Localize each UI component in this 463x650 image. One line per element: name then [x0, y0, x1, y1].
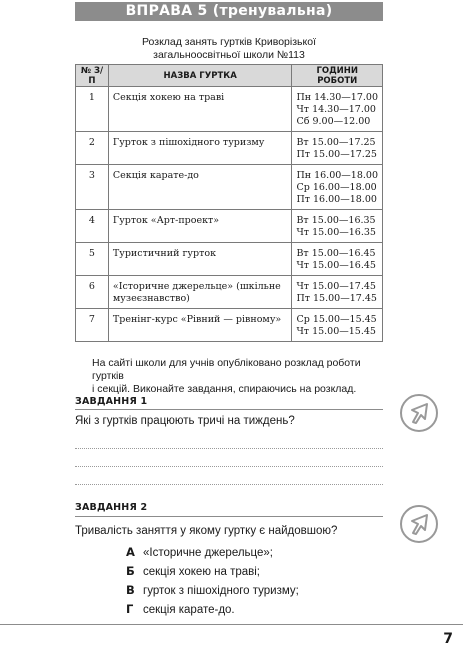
- table-row: [76, 210, 383, 243]
- club-name: Туристичний гурток: [108, 243, 292, 276]
- task-2-heading: ЗАВДАННЯ 2: [75, 502, 148, 513]
- intro-line-2: і секцій. Виконайте завдання, спираючись на розклад.: [92, 383, 357, 395]
- hours-line: Вт 15.00—16.45: [296, 248, 376, 259]
- intro-text: [92, 357, 384, 396]
- answer-option-b[interactable]: [126, 564, 260, 578]
- answer-option-h[interactable]: [126, 602, 235, 616]
- row-number: 6: [76, 276, 109, 309]
- option-letter: А: [126, 545, 135, 559]
- column-header-number: № З/П: [76, 65, 109, 87]
- task-1-heading: ЗАВДАННЯ 1: [75, 396, 148, 407]
- club-name: Гурток «Арт-проект»: [108, 210, 292, 243]
- club-name: Секція хокею на траві: [108, 87, 292, 132]
- hours-line: Пн 16.00—18.00: [296, 170, 378, 181]
- intro-line-1: На сайті школи для учнів опубліковано розклад роботи гуртків: [92, 357, 361, 382]
- cursor-arrow-icon: [400, 394, 438, 432]
- cursor-arrow-glyph: [402, 396, 436, 430]
- row-number: 3: [76, 165, 109, 210]
- footer-rule: [0, 624, 463, 625]
- answer-option-a[interactable]: [126, 545, 273, 559]
- option-letter: Г: [126, 602, 134, 616]
- option-text: секція хокею на траві;: [143, 566, 260, 578]
- exercise-title-banner: ВПРАВА 5 (тренувальна): [75, 2, 383, 21]
- page-number: 7: [443, 631, 453, 647]
- working-hours: [292, 243, 383, 276]
- row-number: 2: [76, 132, 109, 165]
- hours-line: Пт 15.00—17.25: [296, 149, 377, 160]
- caption-line-1: Розклад занять гуртків Криворізької: [142, 36, 316, 48]
- hours-line: Пт 16.00—18.00: [296, 194, 377, 205]
- column-header-hours: ГОДИНИ РОБОТИ: [292, 65, 383, 87]
- option-letter: Б: [126, 564, 135, 578]
- table-row: [76, 87, 383, 132]
- hours-line: Пт 15.00—17.45: [296, 293, 377, 304]
- option-text: «Історичне джерельце»;: [143, 547, 273, 559]
- table-row: [76, 132, 383, 165]
- working-hours: [292, 165, 383, 210]
- hours-line: Ср 15.00—15.45: [296, 314, 377, 325]
- working-hours: [292, 276, 383, 309]
- hours-line: Вт 15.00—16.35: [296, 215, 376, 226]
- row-number: 1: [76, 87, 109, 132]
- club-name: «Історичне джерельце» (шкільне музеєзнавство): [108, 276, 292, 309]
- hours-line: Ср 16.00—18.00: [296, 182, 377, 193]
- option-letter: В: [126, 583, 135, 597]
- table-row: [76, 165, 383, 210]
- answer-line-3: [75, 484, 383, 485]
- table-row: [76, 309, 383, 342]
- option-text: секція карате-до.: [143, 604, 235, 616]
- row-number: 5: [76, 243, 109, 276]
- row-number: 7: [76, 309, 109, 342]
- club-name: Тренінг-курс «Рівний — рівному»: [108, 309, 292, 342]
- working-hours: [292, 210, 383, 243]
- club-name: Секція карате-до: [108, 165, 292, 210]
- task-2-divider: [75, 516, 383, 517]
- hours-line: Чт 15.00—17.45: [296, 281, 376, 292]
- hours-line: Пн 14.30—17.00: [296, 92, 378, 103]
- task-1-question: Які з гуртків працюють тричі на тиждень?: [75, 415, 295, 427]
- schedule-table: [75, 64, 383, 342]
- working-hours: [292, 132, 383, 165]
- hours-line: Чт 15.00—16.45: [296, 260, 376, 271]
- task-1-divider: [75, 409, 383, 410]
- cursor-arrow-glyph: [402, 507, 436, 541]
- table-row: [76, 243, 383, 276]
- task-2-question: Тривалість заняття у якому гуртку є найдовшою?: [75, 525, 338, 537]
- hours-line: Чт 15.00—15.45: [296, 326, 376, 337]
- table-row: [76, 276, 383, 309]
- answer-line-1: [75, 448, 383, 449]
- answer-line-2: [75, 466, 383, 467]
- hours-line: Чт 15.00—16.35: [296, 227, 376, 238]
- caption-line-2: загальноосвітньої школи №113: [153, 49, 305, 61]
- hours-line: Сб 9.00—12.00: [296, 116, 371, 127]
- hours-line: Чт 14.30—17.00: [296, 104, 376, 115]
- working-hours: [292, 87, 383, 132]
- row-number: 4: [76, 210, 109, 243]
- column-header-name: НАЗВА ГУРТКА: [108, 65, 292, 87]
- hours-line: Вт 15.00—17.25: [296, 137, 376, 148]
- club-name: Гурток з пішохідного туризму: [108, 132, 292, 165]
- answer-option-v[interactable]: [126, 583, 299, 597]
- working-hours: [292, 309, 383, 342]
- option-text: гурток з пішохідного туризму;: [143, 585, 299, 597]
- table-header-row: [76, 65, 383, 87]
- table-caption: [75, 36, 383, 62]
- cursor-arrow-icon: [400, 505, 438, 543]
